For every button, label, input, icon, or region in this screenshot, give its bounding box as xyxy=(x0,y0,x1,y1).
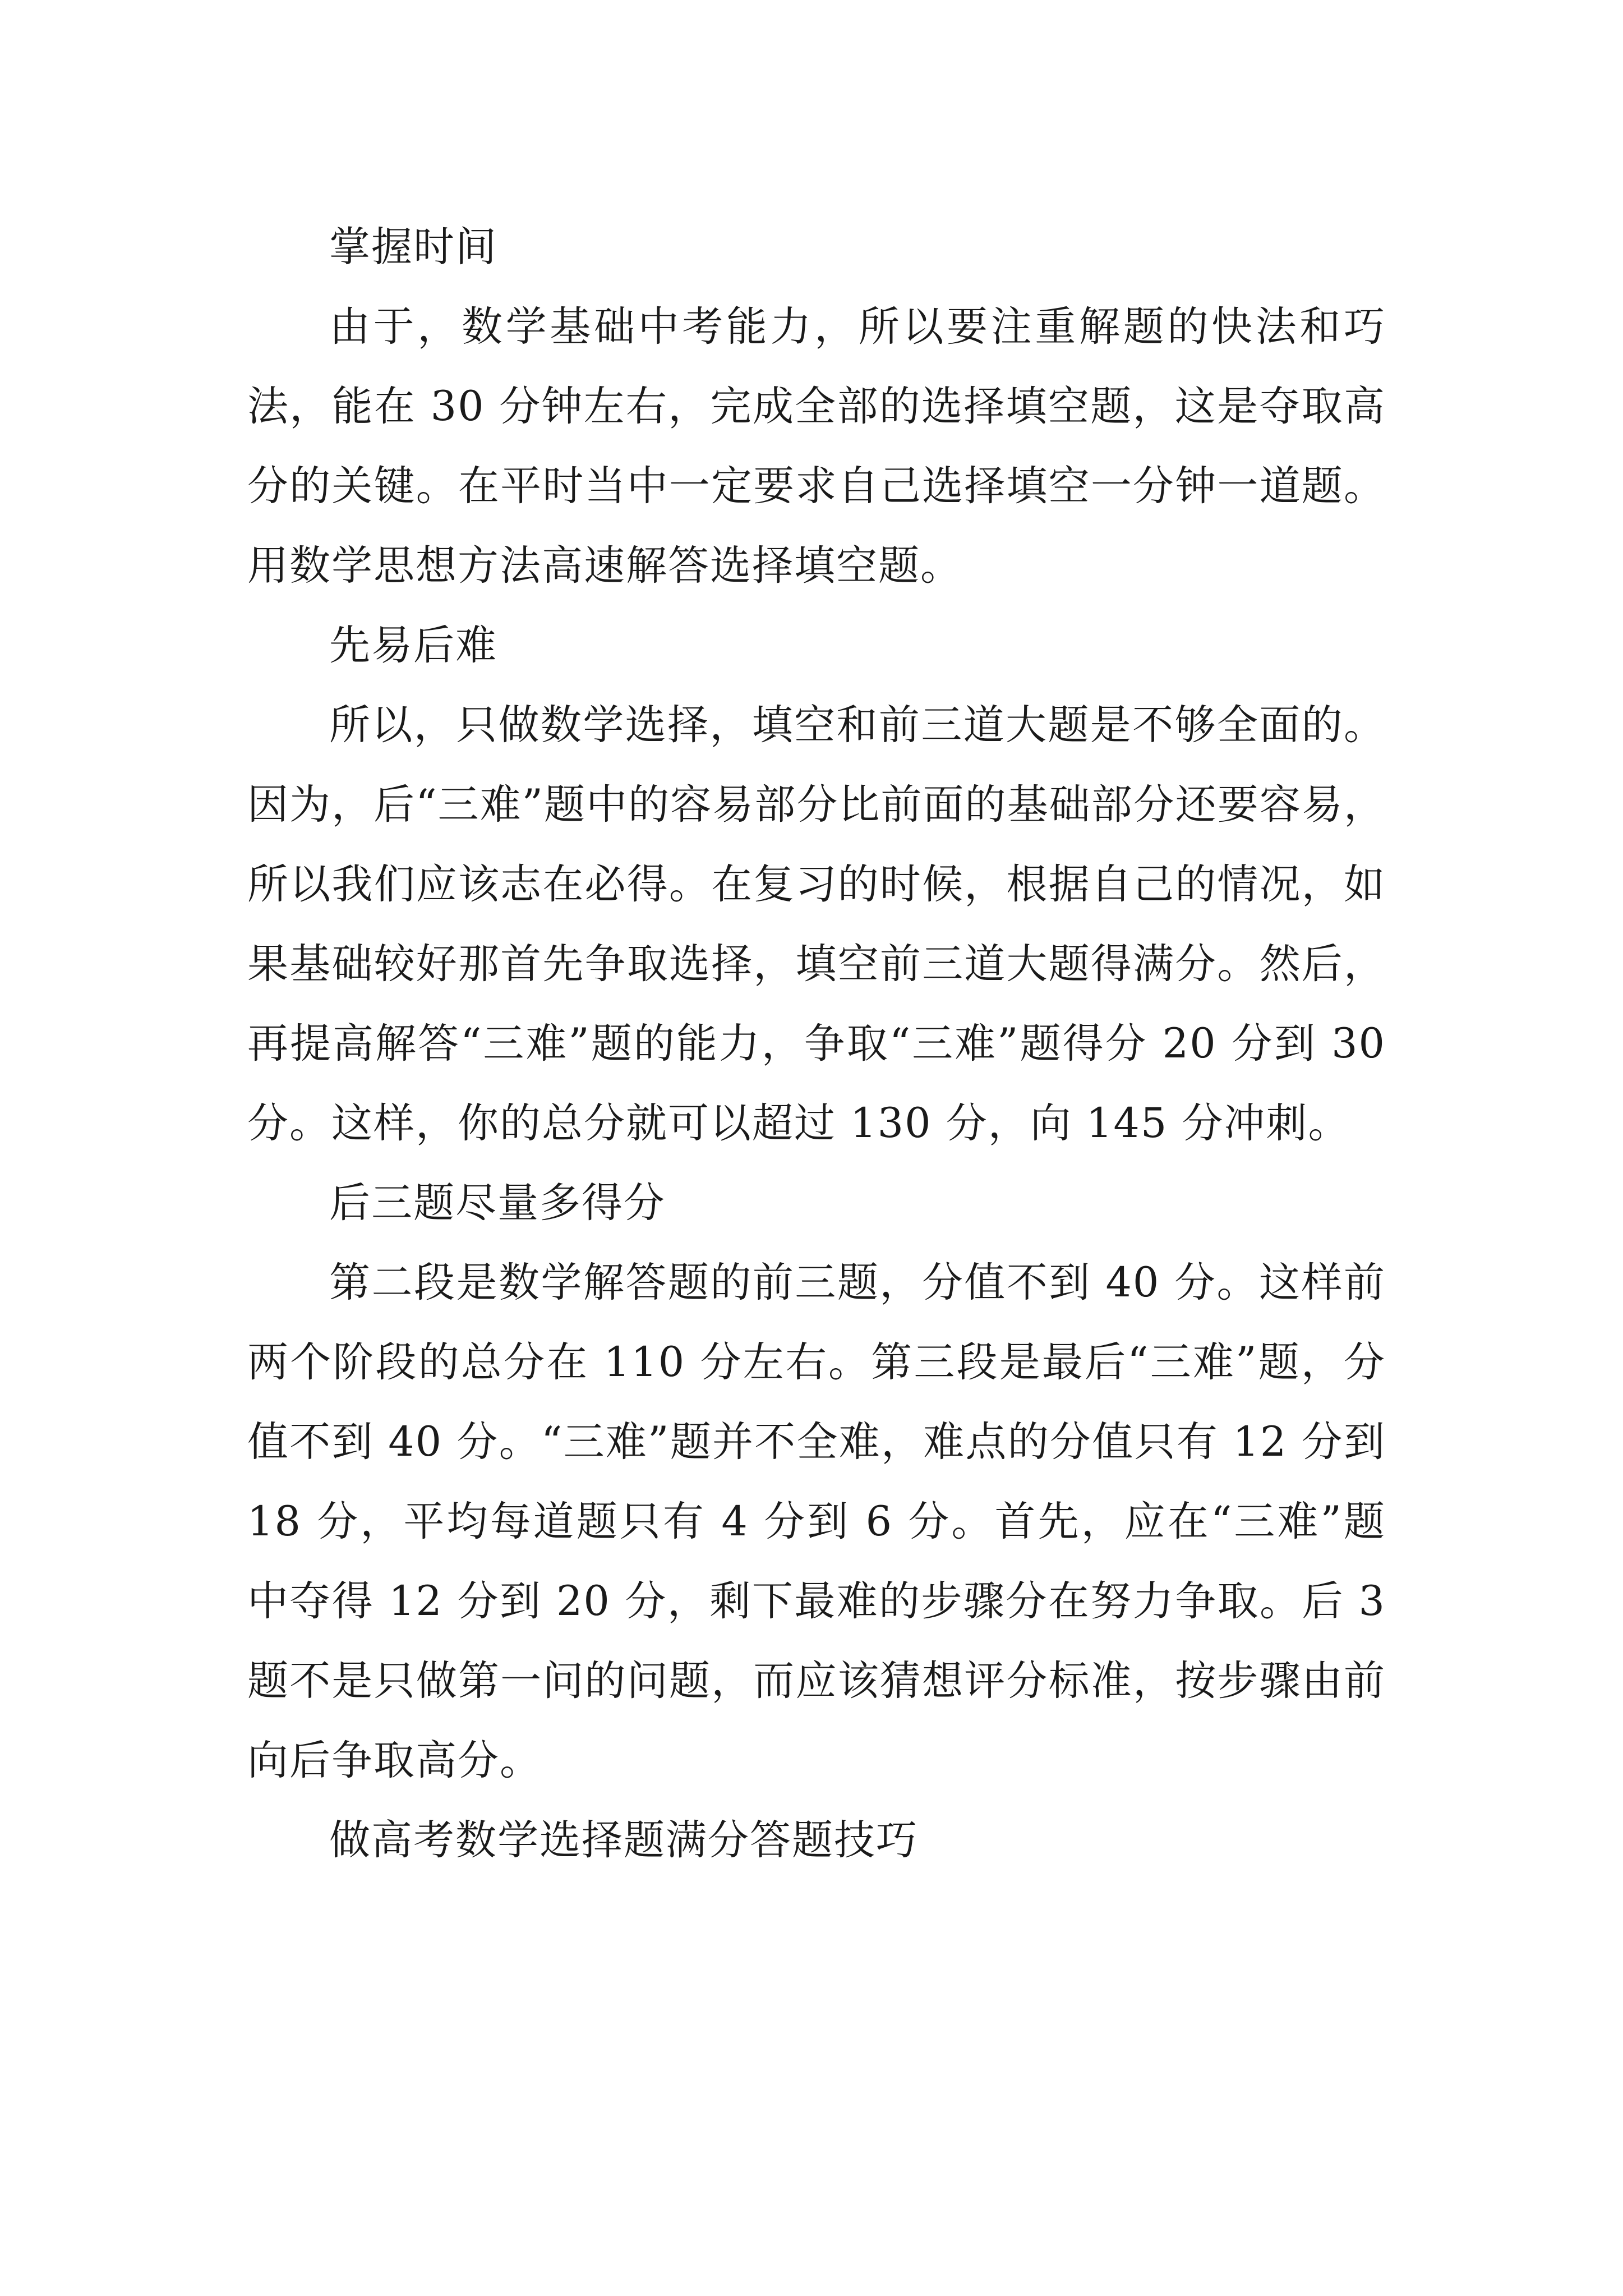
paragraph-easy-first: 所以，只做数学选择，填空和前三道大题是不够全面的。因为，后“三难”题中的容易部分比前面的基础部分还要容易，所以我们应该志在必得。在复习的时候，根据自己的情况，如果基础较好那首先争取选择，填空前三道大题得满分。然后，再提高解答“三难”题的能力，争取“三难”题得分 20 分到 30 分。这样，你的总分就可以超过 130 分，向 145 分冲刺。 xyxy=(247,701,1386,1147)
section-heading-time: 掌握时间 xyxy=(329,223,497,271)
section-heading-last-three: 后三题尽量多得分 xyxy=(329,1179,666,1227)
document-body xyxy=(247,208,1386,1880)
paragraph-time: 由于，数学基础中考能力，所以要注重解题的快法和巧法，能在 30 分钟左右，完成全部的选择填空题，这是夺取高分的关键。在平时当中一定要求自己选择填空一分钟一道题。用数学思想方法高速解答选择填空题。 xyxy=(247,303,1386,590)
paragraph-last-three: 第二段是数学解答题的前三题，分值不到 40 分。这样前两个阶段的总分在 110 分左右。第三段是最后“三难”题，分值不到 40 分。“三难”题并不全难，难点的分值只有 12 分到 18 分，平均每道题只有 4 分到 6 分。首先，应在“三难”题中夺得 12 分到 20 分，剩下最难的步骤分在努力争取。后 3 题不是只做第一问的问题，而应该猜想评分标准，按步骤由前向后争取高分。 xyxy=(247,1259,1386,1784)
section-heading-easy-first: 先易后难 xyxy=(329,622,497,669)
section-heading-choice-tips: 做高考数学选择题满分答题技巧 xyxy=(329,1816,918,1864)
